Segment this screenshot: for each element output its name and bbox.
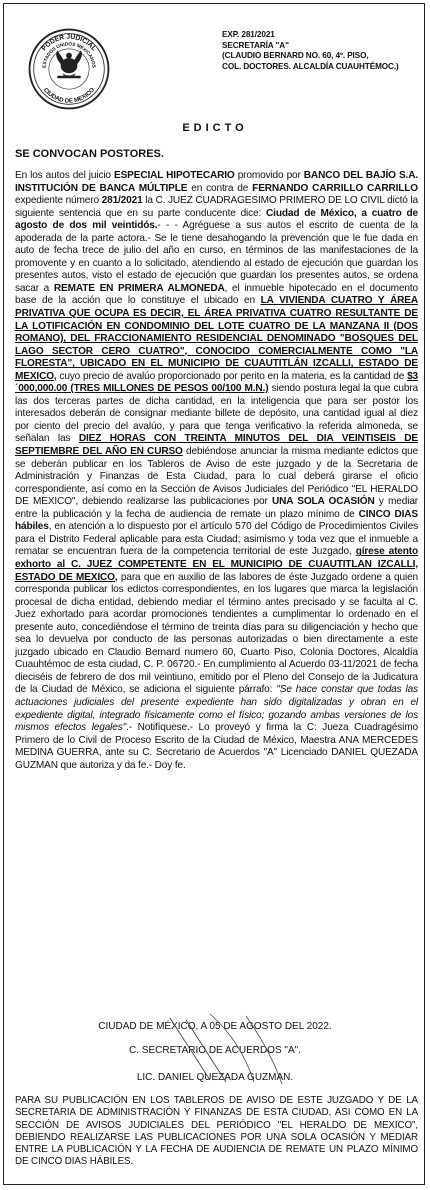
body-text: - - - Agréguese a sus autos el escrito de cuenta de la apoderada de la parte actora.- Se le tiene desahogando la prevención que le fue dada en auto de fecha trece de julio del año en curso, en términos de las manifestaciones de la promovente y en cuanto a lo solicitado, atendiendo al estado de ejecución que guardan los presentes autos, visto el estado de ejecución que guardan los presentes autos, se ordena sacar a [15, 220, 419, 294]
plaintiff-name: BANCO DEL BAJÍO S.A. INSTITUCIÓN DE BANCA MÚLTIPLE [15, 170, 418, 194]
property-description: LA VIVIENDA CUATRO Y ÁREA PRIVATIVA QUE OCUPA ES DECIR, EL ÁREA PRIVATIVA CUATRO RESULTANTE DE LA LOTIFICACIÓN EN CONDOMINIO DEL LOTE CUATRO DE LA MANZANA II (DOS ROMANO), DEL FRACCIONAMIENTO RESIDENCIAL DENOMINADO "BOSQUES DEL LAGO SECTOR CERO CUATRO", CONOCIDO COMERCIALMENTE COMO "LA FLORESTA", UBICADO EN EL MUNICIPIO DE CUAUTITLÁN IZCALLI, ESTADO DE MEXICO, [15, 295, 418, 382]
auction-type: REMATE EN PRIMERA ALMONEDA [53, 282, 225, 294]
minimum-term: CINCO DIAS hábiles [15, 508, 418, 533]
resolution-date: Ciudad de México, a cuatro de agosto de dos mil veintidós. [15, 207, 418, 232]
exhort-instruction: gírese atento exhorto al C. JUEZ COMPETENTE EN EL MUNICIPIO DE CUAUTITLAN IZCALLI, ESTADO DE MEXICO, [15, 546, 419, 583]
closing-role: C. SECRETARIO DE ACUERDOS "A". [129, 1045, 301, 1056]
auction-datetime: DIEZ HORAS CON TREINTA MINUTOS DEL DIA VEINTISEIS DE SEPTIEMBRE DEL AÑO EN CURSO [15, 433, 419, 458]
digital-record-note: "Se hace constar que todas las actuaciones judiciales del presente expediente han sido digitalizadas y obran en el expediente digital, integrado físicamente como el físico; gozando ambas versiones de los mismos efectos legales" [15, 684, 418, 734]
body-text: y mediar entre la publicación y la fecha de audiencia de remate un plazo mínimo de [15, 496, 418, 520]
address-line-2: COL. DOCTORES. ALCALDÍA CUAUHTÉMOC.) [222, 61, 399, 71]
body-text: debiéndose anunciar la misma mediante edictos que se deberán publicar en los Tableros de Aviso de este juzgado y de la Secretaria de Administración y Finanzas de Esta Ciudad, para lo cual deberá girarse el oficio correspondiente, así como en la Sección de Avisos Judiciales del Periódico "EL HERALDO DE MEXICO", debiendo realizarse las publicaciones por [15, 446, 418, 508]
svg-text:CIUDAD DE MEXICO [42, 87, 96, 105]
document-title: EDICTO [182, 122, 248, 134]
defendant-name: FERNANDO CARRILLO CARRILLO [252, 182, 418, 194]
court-seal-icon [27, 27, 111, 111]
case-header [222, 30, 427, 72]
seal-mid-text: ESTADOS UNIDOS MEXICANOS [41, 41, 97, 69]
body-text: para que en auxilio de las labores de éste Juzgado ordene a quien corresponda publicar los edictos correspondientes, en los lugares que marca la legislación procesal de dicha entidad, debiendo mediar el término antes precisado y se faculta al C. Juez exhortado para acordar promociones tendientes a cumplimentar lo ordenado en el presente auto, concediéndose el término de treinta días para su diligenciación y hecho que sea lo devuelva por conducto de las personas autorizadas o bien directamente a este juzgado ubicado en Claudio Bernard numero 60, Cuarto Piso, Colonia Doctores, Alcaldía Cuauhtémoc de esta ciudad, C. P. 06720.- En cumplimiento al Acuerdo 03-11/2021 de fecha dieciséis de febrero de dos mil veintiuno, emitido por el Pleno del Consejo de la Judicatura de la Ciudad de México, se adiciona el siguiente párrafo: [15, 571, 419, 696]
publication-note: PARA SU PUBLICACIÓN EN LOS TABLEROS DE AVISO DE ESTE JUZGADO Y DE LA SECRETARIA DE ADMINISTRACIÓN Y FINANZAS DE ESTA CIUDAD, ASI COMO EN LA SECCIÓN DE AVISOS JUDICIALES DEL PERIÓDICO "EL HERALDO DE MEXICO", DEBIENDO REALIZARSE LAS PUBLICACIONES POR UNA SOLA OCASIÓN Y MEDIAR ENTRE LA PUBLICACIÓN Y LA FECHA DE AUDIENCIA DE REMATE UN PLAZO MÍNIMO DE CINCO DIAS HÁBILES. [15, 1095, 418, 1168]
edict-body [15, 170, 418, 772]
body-text: en contra de [187, 182, 253, 194]
body-text: En los autos del juicio [15, 170, 114, 181]
body-text: , en atención a lo dispuesto por el artículo 570 del Código de Procedimientos Civiles para el Distrito Federal aplicable para esta Ciudad; asimismo y toda vez que el inmueble a rematar se encuentran fuera de la competencia territorial de este Juzgado, [15, 521, 418, 558]
address-line-1: (CLAUDIO BERNARD NO. 60, 4º. PISO, [222, 51, 369, 61]
closing-place-date: CIUDAD DE MÉXICO, A 05 DE AGOSTO DEL 2022. [98, 1021, 332, 1032]
appraisal-amount: $3´000,000.00 (TRES MILLONES DE PESOS 00/100 M.N.) [15, 370, 418, 395]
seal-bottom-text: CIUDAD DE MEXICO [41, 87, 97, 105]
seal-top-text: PODER JUDICIAL [40, 33, 98, 53]
convocation-heading: SE CONVOCAN POSTORES. [15, 148, 164, 160]
body-text: la C. JUEZ CUADRAGESIMO PRIMERO DE LO CIVIL dictó la siguiente sentencia que en su parte conducente dice: [15, 195, 419, 219]
file-number: 281/2021 [101, 195, 143, 207]
signature-icon [150, 1010, 310, 1090]
body-text: promovido por [234, 170, 304, 181]
body-text: .- Notifíquese.- Lo proveyó y firma la C: Jueza Cuadragésimo Primero de lo Civil de Proceso Escrito de la Ciudad de México, Maestra ANA MERCEDES MEDINA GUERRA, ante su C. Secretario de Acuerdos "A" Licenciado DANIEL QUEZADA GUZMAN que autoriza y da fe.- Doy fe. [15, 722, 418, 771]
secretariat: SECRETARÍA "A" [222, 40, 289, 50]
closing-signatory: LIC. DANIEL QUEZADA GUZMAN. [136, 1072, 294, 1083]
body-text: siendo postura legal la que cubra las dos terceras partes de dicha cantidad, en la inteligencia que para ser postor los interesados deberán de consignar mediante billete de depósito, una cantidad igual al diez por ciento del precio del avalúo, y para que tenga verificativo la referida almoneda, se señalan las [15, 383, 418, 445]
body-text: , el inmueble hipotecado en el documento base de la acción que lo constituye el ubicado en [15, 282, 418, 307]
trial-type: ESPECIAL HIPOTECARIO [113, 170, 235, 181]
body-text: expediente número [15, 195, 102, 207]
case-number: EXP. 281/2021 [222, 30, 275, 39]
publication-frequency: UNA SOLA OCASIÓN [271, 496, 375, 508]
body-text: cuyo precio de avalúo proporcionado por perito en la materia, es la cantidad de [56, 370, 408, 382]
